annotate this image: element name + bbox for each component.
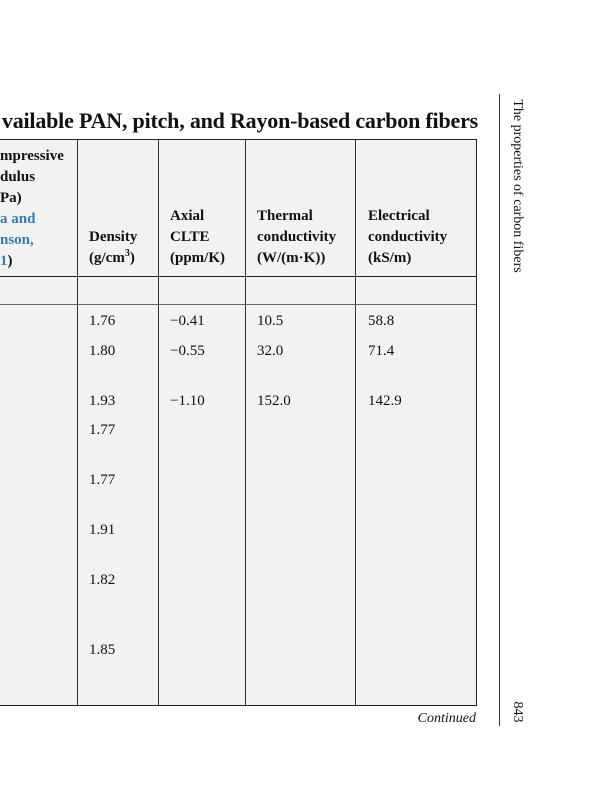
data-table bbox=[0, 139, 477, 706]
cell-thermal: 32.0 bbox=[257, 343, 284, 359]
margin-rule bbox=[499, 94, 500, 726]
table-title: vailable PAN, pitch, and Rayon-based carbon fibers bbox=[1, 108, 478, 133]
header-electrical-conductivity bbox=[368, 206, 447, 269]
header-line: Thermal bbox=[257, 208, 313, 224]
cell-density: 1.85 bbox=[89, 642, 116, 658]
column-divider bbox=[158, 140, 159, 705]
section-rule bbox=[0, 304, 476, 305]
header-compressive-modulus bbox=[0, 146, 64, 272]
header-line: conductivity bbox=[257, 229, 337, 245]
header-line: (ppm/K) bbox=[170, 250, 226, 266]
citation-link[interactable]: nson, bbox=[0, 232, 34, 248]
cell-density: 1.93 bbox=[89, 393, 116, 409]
column-divider bbox=[77, 140, 78, 705]
cell-thermal: 152.0 bbox=[257, 393, 291, 409]
header-line: (g/cm bbox=[89, 250, 125, 266]
continued-label: Continued bbox=[417, 711, 476, 726]
header-line: Axial bbox=[170, 208, 205, 224]
cell-electrical: 71.4 bbox=[368, 343, 395, 359]
column-divider bbox=[245, 140, 246, 705]
header-line: ) bbox=[129, 250, 135, 266]
header-density bbox=[89, 227, 137, 269]
cell-density: 1.76 bbox=[89, 313, 116, 329]
citation-link[interactable]: 1 bbox=[0, 253, 8, 269]
header-line: mpressive bbox=[0, 148, 64, 164]
header-line: Electrical bbox=[368, 208, 430, 224]
header-rule bbox=[0, 276, 476, 277]
header-thermal-conductivity bbox=[257, 206, 336, 269]
header-line: Density bbox=[89, 229, 138, 245]
cell-electrical: 58.8 bbox=[368, 313, 395, 329]
cell-density: 1.77 bbox=[89, 422, 116, 438]
cell-density: 1.91 bbox=[89, 522, 116, 538]
cell-clte: −0.55 bbox=[170, 343, 205, 359]
header-line: (W/(m·K)) bbox=[257, 250, 326, 266]
cell-electrical: 142.9 bbox=[368, 393, 402, 409]
citation-link[interactable]: a and bbox=[0, 211, 36, 227]
cell-clte: −0.41 bbox=[170, 313, 205, 329]
header-line: ) bbox=[7, 253, 13, 269]
column-divider bbox=[355, 140, 356, 705]
header-axial-clte bbox=[170, 206, 225, 269]
header-line: conductivity bbox=[368, 229, 448, 245]
cell-clte: −1.10 bbox=[170, 393, 205, 409]
superscript: 3 bbox=[124, 248, 130, 259]
cell-density: 1.80 bbox=[89, 343, 116, 359]
cell-density: 1.77 bbox=[89, 472, 116, 488]
header-line: (kS/m) bbox=[368, 250, 412, 266]
cell-density: 1.82 bbox=[89, 572, 116, 588]
header-line: dulus bbox=[0, 169, 36, 185]
header-line: CLTE bbox=[170, 229, 210, 245]
cell-thermal: 10.5 bbox=[257, 313, 284, 329]
header-line: Pa) bbox=[0, 190, 22, 206]
